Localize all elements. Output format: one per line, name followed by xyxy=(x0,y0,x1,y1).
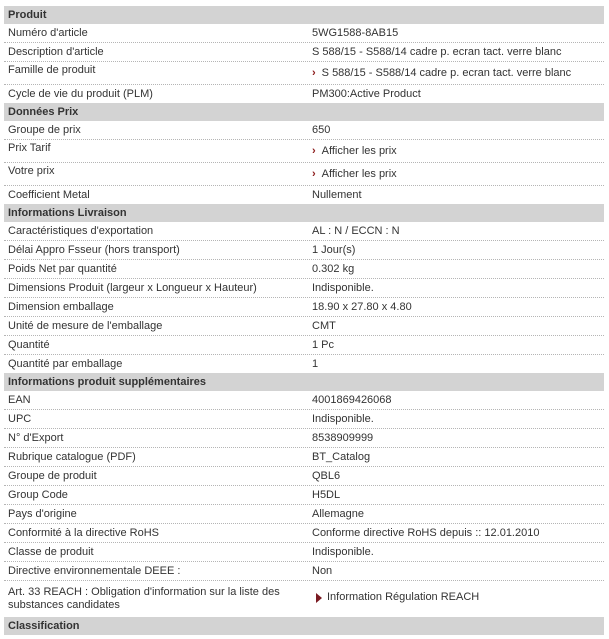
table-row xyxy=(4,163,604,186)
row-value: CMT xyxy=(312,319,336,332)
chevron-right-icon: › xyxy=(312,144,316,157)
table-row xyxy=(4,260,604,279)
table-row xyxy=(4,222,604,241)
row-value: PM300:Active Product xyxy=(312,87,421,100)
link-label: S 588/15 - S588/14 cadre p. ecran tact. verre blanc xyxy=(321,66,572,79)
table-row xyxy=(4,429,604,448)
row-label: Groupe de prix xyxy=(8,123,81,136)
row-value: 1 Pc xyxy=(312,338,335,351)
row-label: Groupe de produit xyxy=(8,469,97,482)
row-label: Poids Net par quantité xyxy=(8,262,117,275)
row-label: Numéro d'article xyxy=(8,26,88,39)
row-value: Indisponible. xyxy=(312,281,374,294)
product-family-link[interactable] xyxy=(312,67,571,80)
table-row xyxy=(4,543,604,562)
table-row xyxy=(4,298,604,317)
row-label: EAN xyxy=(8,393,31,406)
row-label: Quantité par emballage xyxy=(8,357,123,370)
table-row xyxy=(4,140,604,163)
section-header-livraison: Informations Livraison xyxy=(4,204,604,222)
link-label: Information Régulation REACH xyxy=(327,591,480,604)
table-row xyxy=(4,336,604,355)
row-label: Group Code xyxy=(8,488,68,501)
section-header-prix: Données Prix xyxy=(4,103,604,121)
show-list-price-link[interactable] xyxy=(312,145,397,158)
table-row xyxy=(4,85,604,103)
table-row xyxy=(4,241,604,260)
row-label: Quantité xyxy=(8,338,50,351)
table-row xyxy=(4,562,604,581)
row-label: Cycle de vie du produit (PLM) xyxy=(8,87,153,100)
show-your-price-link[interactable] xyxy=(312,168,397,181)
link-label: Afficher les prix xyxy=(321,167,397,180)
row-value: 5WG1588-8AB15 xyxy=(312,26,399,39)
row-value: Nullement xyxy=(312,188,362,201)
table-row xyxy=(4,505,604,524)
reach-regulation-link[interactable] xyxy=(304,591,479,604)
table-row xyxy=(4,467,604,486)
table-row xyxy=(4,317,604,336)
table-row xyxy=(4,524,604,543)
row-label: Conformité à la directive RoHS xyxy=(8,526,160,539)
row-value: 650 xyxy=(312,123,331,136)
row-label: Pays d'origine xyxy=(8,507,77,520)
table-row xyxy=(4,355,604,373)
row-label: Votre prix xyxy=(8,165,55,177)
row-value: Conforme directive RoHS depuis :: 12.01.2010 xyxy=(312,526,540,539)
row-value: 4001869426068 xyxy=(312,393,392,406)
row-label: Description d'article xyxy=(8,45,104,58)
row-value: 1 xyxy=(312,357,319,370)
row-value: BT_Catalog xyxy=(312,450,371,463)
section-header-classification: Classification xyxy=(4,617,604,635)
link-label: Afficher les prix xyxy=(321,144,397,157)
row-label: Dimension emballage xyxy=(8,300,114,313)
row-label: Délai Appro Fsseur (hors transport) xyxy=(8,243,180,256)
section-header-supplementaires: Informations produit supplémentaires xyxy=(4,373,604,391)
table-row xyxy=(4,121,604,140)
row-value: Allemagne xyxy=(312,507,364,520)
chevron-right-icon: › xyxy=(312,66,316,79)
row-label: Unité de mesure de l'emballage xyxy=(8,319,163,332)
row-label: Dimensions Produit (largeur x Longueur x Hauteur) xyxy=(8,281,257,294)
table-row xyxy=(4,486,604,505)
row-label: Rubrique catalogue (PDF) xyxy=(8,450,136,463)
table-row xyxy=(4,391,604,410)
chevron-right-icon: › xyxy=(312,167,316,180)
row-value: Non xyxy=(312,564,333,577)
row-label: UPC xyxy=(8,412,32,425)
table-row xyxy=(4,186,604,204)
row-label: Directive environnementale DEEE : xyxy=(8,564,181,577)
product-details-table xyxy=(4,6,604,635)
row-label: Art. 33 REACH : Obligation d'information sur la liste des substances candidates xyxy=(8,586,280,611)
row-value: 0.302 kg xyxy=(312,262,355,275)
table-row xyxy=(4,24,604,43)
section-header-produit: Produit xyxy=(4,6,604,24)
row-value: 8538909999 xyxy=(312,431,374,444)
triangle-right-icon xyxy=(316,593,322,603)
row-value: AL : N / ECCN : N xyxy=(312,224,400,237)
row-label: N° d'Export xyxy=(8,431,64,444)
row-value: QBL6 xyxy=(312,469,341,482)
row-value: 18.90 x 27.80 x 4.80 xyxy=(312,300,412,313)
row-value: Indisponible. xyxy=(312,545,374,558)
row-label: Prix Tarif xyxy=(8,142,51,154)
table-row xyxy=(4,279,604,298)
row-value: H5DL xyxy=(312,488,341,501)
table-row xyxy=(4,410,604,429)
row-label: Classe de produit xyxy=(8,545,94,558)
row-label: Famille de produit xyxy=(8,64,96,76)
table-row xyxy=(4,581,604,617)
row-label: Caractéristiques d'exportation xyxy=(8,224,154,237)
table-row xyxy=(4,448,604,467)
row-value: S 588/15 - S588/14 cadre p. ecran tact. verre blanc xyxy=(312,45,562,58)
table-row xyxy=(4,62,604,85)
table-row xyxy=(4,43,604,62)
row-value: 1 Jour(s) xyxy=(312,243,356,256)
row-value: Indisponible. xyxy=(312,412,374,425)
row-label: Coefficient Metal xyxy=(8,188,90,201)
